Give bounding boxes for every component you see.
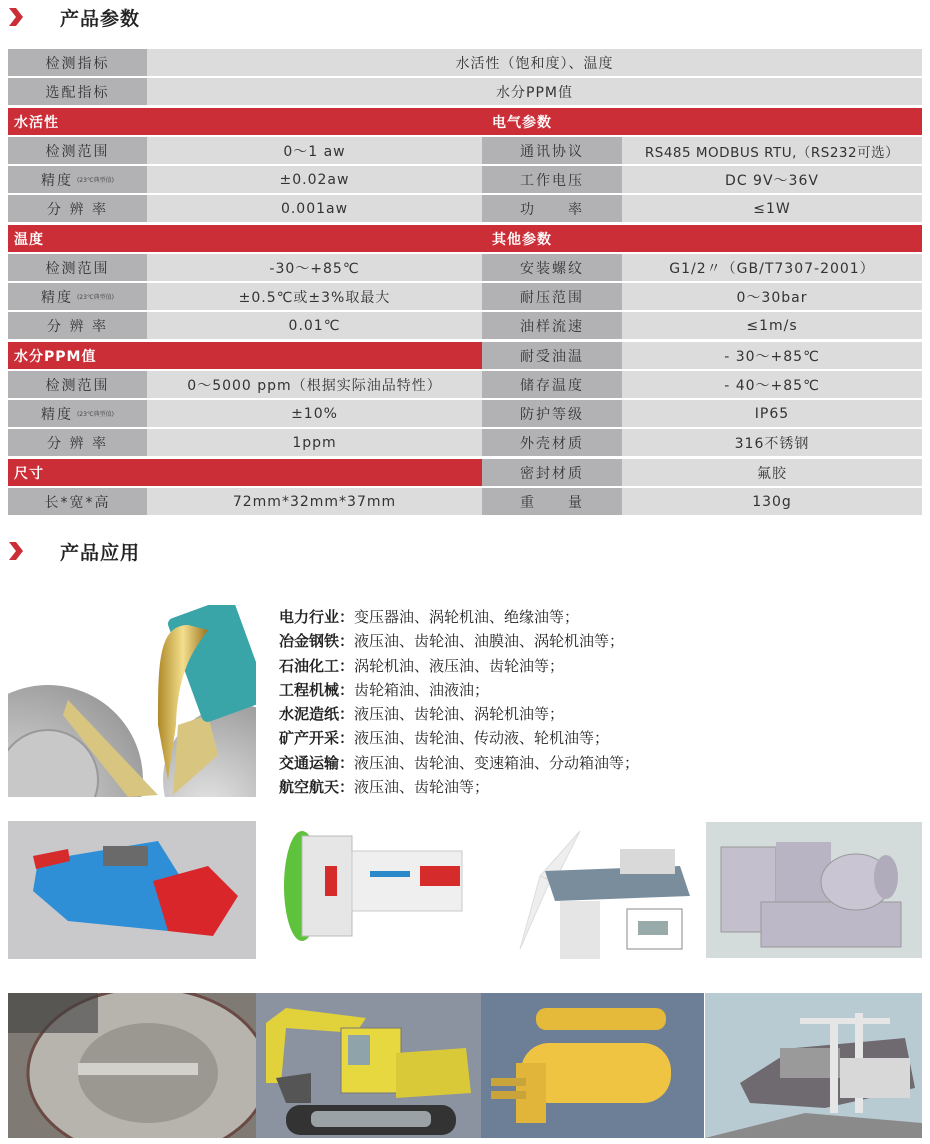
row-value: 0～1 aw — [147, 137, 482, 164]
row-label: 选配指标 — [8, 78, 147, 105]
row-value: ±0.5℃或±3%取最大 — [147, 283, 482, 310]
oil-gear-image — [8, 605, 256, 797]
table-row — [8, 312, 482, 339]
section-header-applications — [0, 536, 400, 568]
industry-label: 工程机械： — [279, 680, 355, 699]
section-title: 产品应用 — [60, 542, 141, 564]
table-row — [482, 166, 922, 193]
row-label: 分 辨 率 — [8, 195, 147, 222]
label-note: (23℃典型值) — [76, 411, 115, 418]
table-row — [482, 254, 922, 281]
list-item — [279, 678, 639, 702]
table-row — [482, 283, 922, 310]
industry-label: 航空航天： — [279, 778, 355, 797]
table-row — [8, 78, 922, 105]
row-value: 0.01℃ — [147, 312, 482, 339]
row-label: 分 辨 率 — [8, 312, 147, 339]
group-header-ppm: 水分PPM值 — [8, 342, 482, 369]
label-text: 精度 — [40, 406, 73, 423]
row-label: 耐压范围 — [482, 283, 622, 310]
gear-oil-illustration-icon — [8, 605, 256, 797]
oil-types: 变压器油、涡轮机油、绝缘油等； — [354, 608, 580, 626]
table-row — [8, 137, 482, 164]
table-row — [482, 429, 922, 456]
row-label — [8, 400, 147, 427]
row-label: 检测范围 — [8, 137, 147, 164]
table-row — [482, 312, 922, 339]
row-value: 0.001aw — [147, 195, 482, 222]
table-row — [482, 488, 922, 515]
row-label: 耐受油温 — [482, 342, 622, 369]
table-row — [8, 254, 482, 281]
table-row — [8, 371, 482, 398]
label-note: (23℃典型值) — [76, 294, 115, 301]
table-row — [8, 195, 482, 222]
row-label: 安装螺纹 — [482, 254, 622, 281]
row-label: 外壳材质 — [482, 429, 622, 456]
label-note: (23℃典型值) — [76, 177, 115, 184]
row-value: 0～30bar — [622, 283, 922, 310]
row-value: IP65 — [622, 400, 922, 427]
oil-types: 齿轮箱油、油液油； — [354, 680, 490, 699]
row-value: ≤1m/s — [622, 312, 922, 339]
row-value: 水活性（饱和度）、温度 — [147, 49, 922, 76]
row-label: 长*宽*高 — [8, 488, 147, 515]
industry-label: 交通运输： — [279, 753, 355, 772]
tbm-illustration-icon — [280, 821, 470, 959]
section-header-params — [0, 2, 400, 34]
row-value: 316不锈钢 — [622, 429, 922, 456]
row-label: 通讯协议 — [482, 137, 622, 164]
oil-types: 液压油、齿轮油、涡轮机油等； — [354, 705, 565, 724]
list-item — [279, 751, 639, 775]
tbm-interior-illustration-icon — [8, 993, 256, 1138]
section-title: 产品参数 — [60, 8, 141, 30]
turbo-compressor-illustration-icon — [706, 822, 922, 958]
label-text: 精度 — [40, 172, 73, 189]
row-label: 检测指标 — [8, 49, 147, 76]
list-item — [279, 605, 639, 629]
table-row — [8, 166, 482, 193]
row-value: DC 9V～36V — [622, 166, 922, 193]
cargo-ship-illustration-icon — [705, 993, 922, 1138]
row-value: ≤1W — [622, 195, 922, 222]
list-item — [279, 629, 639, 653]
row-label — [8, 283, 147, 310]
table-row — [482, 371, 922, 398]
row-label: 密封材质 — [482, 459, 622, 486]
industry-label: 矿产开采： — [279, 729, 355, 748]
industrial-chiller-illustration-icon — [481, 993, 704, 1138]
row-value: ±0.02aw — [147, 166, 482, 193]
oil-types: 液压油、齿轮油、变速箱油、分动箱油等； — [354, 753, 640, 772]
mining-machine-image — [8, 821, 256, 959]
compressor-image — [706, 822, 922, 958]
list-item — [279, 726, 639, 750]
wind-turbine-image — [510, 821, 700, 959]
row-label: 防护等级 — [482, 400, 622, 427]
oil-types: 液压油、齿轮油、传动液、轮机油等； — [354, 729, 610, 748]
table-row — [482, 137, 922, 164]
row-label: 工作电压 — [482, 166, 622, 193]
group-header-water-activity: 水活性 — [8, 108, 482, 135]
table-row — [8, 283, 482, 310]
oil-types: 涡轮机油、液压油、齿轮油等； — [354, 656, 565, 675]
chevron-right-icon — [8, 8, 24, 26]
group-header-temperature: 温度 — [8, 225, 482, 252]
row-value: 水分PPM值 — [147, 78, 922, 105]
table-row — [482, 195, 922, 222]
row-value: 氟胶 — [622, 459, 922, 486]
tbm-interior-image — [8, 993, 256, 1138]
excavator-image — [256, 993, 481, 1138]
row-value: 130g — [622, 488, 922, 515]
row-value: - 40～+85℃ — [622, 371, 922, 398]
table-row — [482, 459, 922, 486]
row-value: 72mm*32mm*37mm — [147, 488, 482, 515]
industry-label: 电力行业： — [279, 608, 355, 626]
row-value: RS485 MODBUS RTU,（RS232可选） — [622, 137, 922, 164]
row-label: 功 率 — [482, 195, 622, 222]
group-header-size: 尺寸 — [8, 459, 482, 486]
wind-turbine-illustration-icon — [510, 821, 700, 959]
oil-types: 液压油、齿轮油等； — [354, 778, 490, 797]
applications-list — [279, 605, 639, 799]
row-value: -30～+85℃ — [147, 254, 482, 281]
group-header-other: 其他参数 — [482, 225, 922, 252]
row-label — [8, 166, 147, 193]
row-value: G1/2〃（GB/T7307-2001） — [622, 254, 922, 281]
industry-label: 石油化工： — [279, 656, 355, 675]
row-label: 检测范围 — [8, 254, 147, 281]
table-row — [482, 342, 922, 369]
row-value: 1ppm — [147, 429, 482, 456]
industry-label: 水泥造纸： — [279, 705, 355, 724]
row-label: 油样流速 — [482, 312, 622, 339]
mining-cutter-illustration-icon — [8, 821, 256, 959]
row-value: 0～5000 ppm（根据实际油品特性） — [147, 371, 482, 398]
tunnel-boring-machine-image — [280, 821, 470, 959]
row-value: ±10% — [147, 400, 482, 427]
label-text: 精度 — [40, 289, 73, 306]
table-row — [8, 400, 482, 427]
chiller-image — [481, 993, 704, 1138]
table-row — [8, 429, 482, 456]
industry-label: 冶金钢铁： — [279, 632, 355, 651]
row-value: - 30～+85℃ — [622, 342, 922, 369]
list-item — [279, 702, 639, 726]
row-label: 检测范围 — [8, 371, 147, 398]
row-label: 储存温度 — [482, 371, 622, 398]
row-label: 分 辨 率 — [8, 429, 147, 456]
table-row — [8, 488, 482, 515]
excavator-illustration-icon — [256, 993, 481, 1138]
list-item — [279, 775, 639, 799]
row-label: 重 量 — [482, 488, 622, 515]
group-header-electrical: 电气参数 — [482, 108, 922, 135]
chevron-right-icon — [8, 542, 24, 560]
list-item — [279, 654, 639, 678]
oil-types: 液压油、齿轮油、油膜油、涡轮机油等； — [354, 632, 625, 651]
table-row — [482, 400, 922, 427]
ship-port-image — [705, 993, 922, 1138]
table-row — [8, 49, 922, 76]
